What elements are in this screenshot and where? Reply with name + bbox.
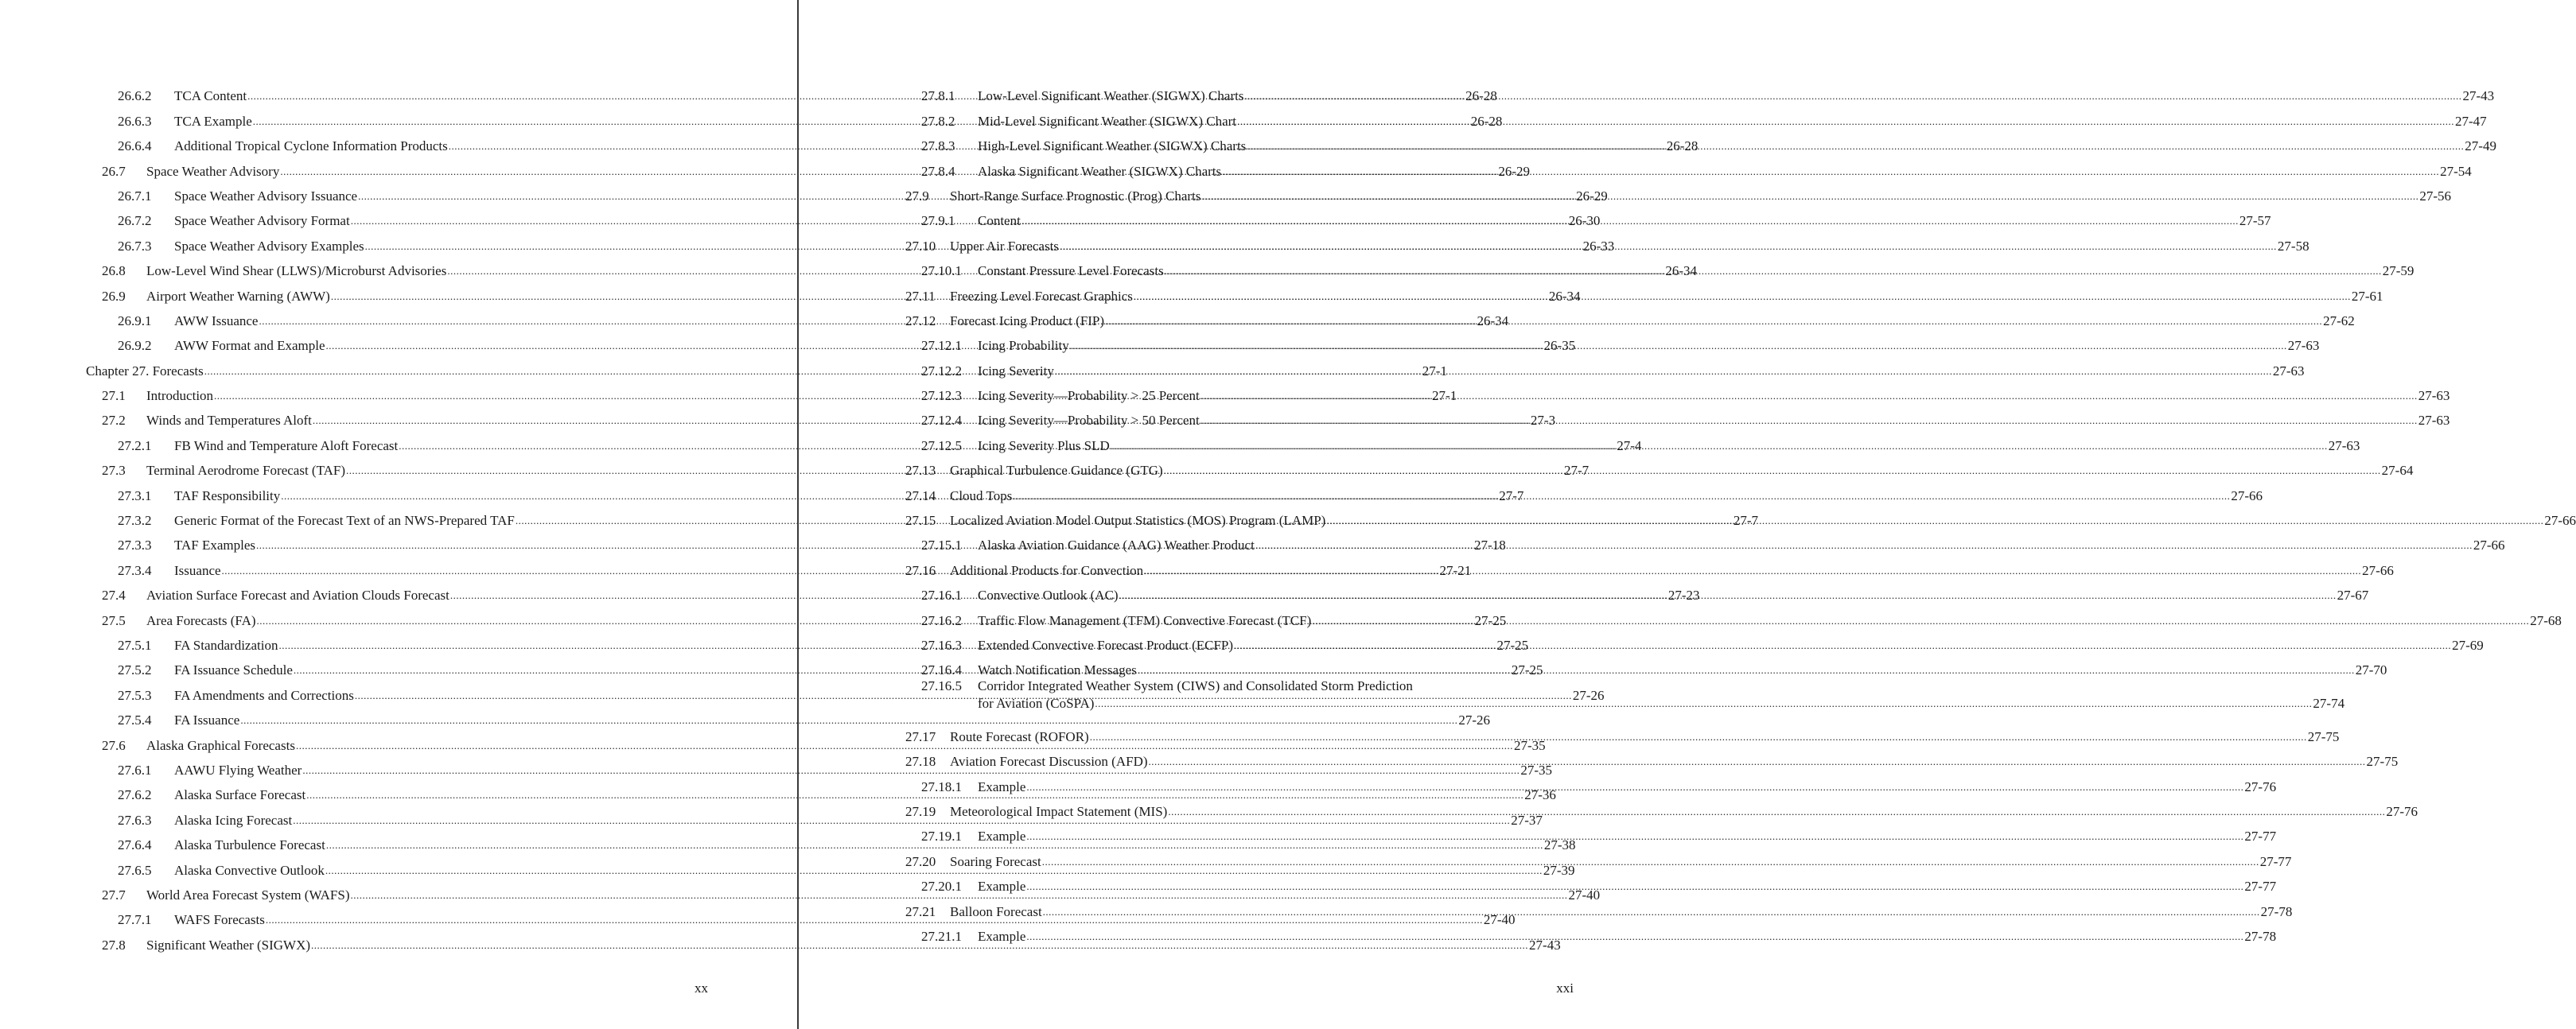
- toc-entry-page: 27-67: [2337, 588, 2369, 604]
- toc-entry-page: 26-30: [1568, 213, 1601, 229]
- toc-entry[interactable]: [800, 553, 2394, 578]
- toc-entry-number: 27.12.4: [921, 413, 962, 429]
- toc-entry-number: 26.7.2: [118, 213, 152, 229]
- dot-leader: [1026, 929, 2243, 945]
- toc-entry-title: Additional Tropical Cyclone Information Products: [174, 138, 448, 154]
- toc-entry-number: 27.8.2: [921, 113, 955, 129]
- toc-entry-page: 26-34: [1548, 288, 1581, 304]
- dot-leader: [1247, 138, 2464, 154]
- page-number-left: xx: [695, 980, 708, 996]
- toc-entry-number: 27.2.1: [118, 437, 152, 453]
- toc-entry-number: 27.3.3: [118, 538, 152, 553]
- toc-entry-page: 27-39: [1543, 862, 1575, 878]
- toc-entry-page: 27-64: [2381, 463, 2414, 479]
- toc-entry-title: Example: [978, 829, 1026, 845]
- toc-entry-page: 27-75: [2307, 728, 2340, 744]
- toc-entry-page: 27-78: [2244, 928, 2277, 944]
- toc-entry-title: Freezing Level Forecast Graphics: [950, 288, 1133, 304]
- toc-entry-title: Alaska Graphical Forecasts: [146, 737, 295, 753]
- toc-entry-title: Alaska Significant Weather (SIGWX) Charts: [978, 163, 1222, 179]
- toc-entry-number: 27.5: [102, 612, 126, 628]
- toc-entry-title: TAF Responsibility: [174, 487, 281, 503]
- dot-leader: [1026, 829, 2243, 845]
- toc-entry-page: 27-66: [2473, 538, 2505, 553]
- toc-entry-page: 27-1: [1422, 363, 1447, 379]
- toc-entry-title: Icing Severity Plus SLD: [978, 437, 1110, 453]
- toc-entry-page: 27-54: [2440, 163, 2472, 179]
- toc-entry-title: Graphical Turbulence Guidance (GTG): [950, 463, 1163, 479]
- toc-entry-title: Chapter 27. Forecasts: [86, 363, 204, 379]
- toc-entry-page: 26-28: [1666, 138, 1699, 154]
- toc-entry-number: 27.9: [905, 188, 929, 204]
- dot-leader: [1111, 438, 2328, 454]
- toc-entry-number: 27.9.1: [921, 213, 955, 229]
- toc-entry-page: 27-63: [2418, 413, 2450, 429]
- toc-entry-title: Extended Convective Forecast Product (ECFP): [978, 637, 1234, 653]
- toc-entry-number: 27.19: [905, 803, 936, 819]
- toc-entry-page: 26-35: [1543, 338, 1576, 354]
- toc-entry-page: 27-7: [1564, 463, 1590, 479]
- toc-entry[interactable]: [800, 479, 2263, 503]
- toc-entry[interactable]: [800, 104, 2487, 129]
- dot-leader: [1070, 338, 2287, 354]
- toc-entry-title: Watch Notification Messages: [978, 662, 1137, 678]
- toc-entry-title: Forecast Icing Product (FIP): [950, 313, 1105, 328]
- toc-entry-number: 27.10: [905, 238, 936, 254]
- toc-entry-number: 27.18.1: [921, 779, 962, 794]
- toc-entry-title: Space Weather Advisory Examples: [174, 238, 364, 254]
- toc-entry-page: 27-37: [1511, 812, 1543, 828]
- toc-entry-title: Icing Severity: [978, 363, 1054, 379]
- toc-entry-title: TCA Content: [174, 88, 247, 104]
- dot-leader: [1090, 729, 2307, 745]
- toc-entry-title: Meteorological Impact Statement (MIS): [950, 803, 1168, 819]
- toc-entry-number: 27.11: [905, 288, 936, 304]
- toc-entry-number: 27.21.1: [921, 928, 962, 944]
- toc-entry-page: 26-33: [1582, 238, 1615, 254]
- toc-entry-number: 27.3.2: [118, 513, 152, 529]
- page-divider: [797, 0, 799, 1029]
- toc-entry-page: 27-35: [1520, 762, 1552, 778]
- toc-entry-title: TCA Example: [174, 113, 252, 129]
- toc-entry-number: 26.8: [102, 263, 126, 279]
- toc-entry-page: 27-25: [1474, 612, 1507, 628]
- toc-entry-page: 27-57: [2239, 213, 2271, 229]
- toc-entry-page: 27-63: [2328, 437, 2360, 453]
- toc-entry-number: 27.16.1: [921, 588, 962, 604]
- toc-entry-number: 27.16.2: [921, 612, 962, 628]
- toc-entry[interactable]: [800, 80, 2495, 104]
- toc-entry-number: 27.7.1: [118, 912, 152, 928]
- toc-entry-page: 27-69: [2452, 637, 2484, 653]
- toc-entry-title: Traffic Flow Management (TFM) Convective Forecast (TCF): [978, 612, 1312, 628]
- toc-entry-number: 27.12.1: [921, 338, 962, 354]
- toc-entry-page: 27-66: [2362, 562, 2394, 578]
- toc-entry-number: 27.8: [102, 937, 126, 953]
- toc-entry-number: 27.3: [102, 463, 126, 479]
- toc-entry-number: 27.1: [102, 388, 126, 404]
- toc-entry-page: 27-58: [2277, 238, 2309, 254]
- toc-entry-title: World Area Forecast System (WAFS): [146, 887, 350, 903]
- toc-entry-title: Alaska Icing Forecast: [174, 812, 293, 828]
- toc-entry-number: 26.9.2: [118, 338, 152, 354]
- toc-entry-number: 27.12.3: [921, 388, 962, 404]
- toc-entry-number: 27.3.1: [118, 487, 152, 503]
- dot-leader: [1026, 779, 2243, 795]
- toc-entry-page: 27-23: [1667, 588, 1700, 604]
- toc-entry-number: 27.16.3: [921, 637, 962, 653]
- toc-entry-title: Corridor Integrated Weather System (CIWS) and Consolidated Storm Prediction: [978, 678, 1413, 694]
- toc-entry-title: Alaska Surface Forecast: [174, 787, 306, 803]
- toc-entry-title: Additional Products for Convection: [950, 562, 1144, 578]
- toc-entry-title: Upper Air Forecasts: [950, 238, 1059, 254]
- toc-entry-page: 27-68: [2530, 612, 2562, 628]
- toc-entry-page: 27-25: [1511, 662, 1543, 678]
- toc-entry-title: Space Weather Advisory: [146, 163, 280, 179]
- dot-leader: [1244, 88, 2461, 104]
- toc-entry-title: Convective Outlook (AC): [978, 588, 1119, 604]
- toc-entry-page: 27-61: [2351, 288, 2383, 304]
- toc-entry-page: 26-28: [1470, 113, 1503, 129]
- toc-entry-number: 27.6.5: [118, 862, 152, 878]
- dot-leader: [1326, 513, 2543, 529]
- dot-leader: [1042, 854, 2259, 870]
- toc-entry-title: Icing Severity—Probability > 25 Percent: [978, 388, 1200, 404]
- toc-entry-page: 27-77: [2244, 879, 2277, 895]
- toc-entry-page: 27-40: [1568, 887, 1601, 903]
- toc-entry-page: 27-49: [2465, 138, 2496, 154]
- toc-entry-number: 27.2: [102, 413, 126, 429]
- toc-entry-page: 26-29: [1498, 163, 1530, 179]
- dot-leader: [1134, 289, 2351, 305]
- toc-entry-title: AWW Format and Example: [174, 338, 325, 354]
- toc-entry-number: 27.7: [102, 887, 126, 903]
- toc-entry-number: 27.10.1: [921, 263, 962, 279]
- dot-leader: [1168, 804, 2385, 820]
- toc-entry-page: 27-56: [2419, 188, 2452, 204]
- toc-entry-title: Space Weather Advisory Issuance: [174, 188, 358, 204]
- toc-entry-title: Introduction: [146, 388, 214, 404]
- toc-entry-number: 27.3.4: [118, 562, 152, 578]
- toc-entry-number: 26.6.4: [118, 138, 152, 154]
- page-number-right: xxi: [1556, 980, 1574, 996]
- toc-entry-page: 27-78: [2260, 903, 2293, 919]
- toc-entry-number: 26.7: [102, 163, 126, 179]
- toc-entry-page: 27-43: [2462, 88, 2495, 104]
- toc-entry-title-continued-row: [978, 696, 2344, 712]
- toc-entry-page: 27-63: [2287, 338, 2320, 354]
- toc-entry-page: 27-76: [2244, 779, 2277, 794]
- toc-entry-title: Balloon Forecast: [950, 903, 1042, 919]
- toc-entry-number: 27.20: [905, 853, 936, 869]
- dot-leader: [1255, 538, 2473, 553]
- dot-leader: [1201, 188, 2418, 204]
- dot-leader: [1055, 363, 2272, 379]
- dot-leader: [1043, 904, 2260, 920]
- toc-entry-title: Localized Aviation Model Output Statistics (MOS) Program (LAMP): [950, 513, 1326, 529]
- toc-entry-page: 27-75: [2366, 754, 2399, 770]
- dot-leader: [1200, 413, 2418, 429]
- toc-entry-page: 27-3: [1530, 413, 1556, 429]
- toc-entry-number: 27.12.2: [921, 363, 962, 379]
- toc-entry-page: 27-21: [1439, 562, 1472, 578]
- toc-entry-title: Icing Probability: [978, 338, 1069, 354]
- dot-leader: [1164, 463, 2381, 479]
- toc-entry[interactable]: [800, 354, 2305, 379]
- toc-entry-page: 27-7: [1733, 513, 1759, 529]
- toc-entry-number: 27.12.5: [921, 437, 962, 453]
- toc-entry-number: 27.5.2: [118, 662, 152, 678]
- toc-entry-number: 26.9: [102, 288, 126, 304]
- toc-entry-title: Soaring Forecast: [950, 853, 1041, 869]
- toc-entry-title: Constant Pressure Level Forecasts: [978, 263, 1164, 279]
- toc-entry-page: 26-34: [1477, 313, 1509, 328]
- dot-leader: [1222, 164, 2439, 180]
- toc-entry-title: Mid-Level Significant Weather (SIGWX) Chart: [978, 113, 1237, 129]
- toc-entry-title: Alaska Aviation Guidance (AAG) Weather Product: [978, 538, 1255, 553]
- toc-entry-number: 27.8.3: [921, 138, 955, 154]
- dot-leader: [1312, 613, 2529, 629]
- toc-entry-page: 27-4: [1617, 437, 1642, 453]
- toc-entry-title: AWW Issuance: [174, 313, 259, 328]
- toc-entry-number: 27.17: [905, 728, 936, 744]
- toc-entry-number: 27.5.1: [118, 637, 152, 653]
- toc-entry-title: FB Wind and Temperature Aloft Forecast: [174, 437, 399, 453]
- toc-entry-number: 27.20.1: [921, 879, 962, 895]
- toc-entry-title: Airport Weather Warning (AWW): [146, 288, 330, 304]
- dot-leader: [1165, 263, 2382, 279]
- toc-entry-page: 27-62: [2323, 313, 2355, 328]
- toc-entry-title-block: [978, 678, 2344, 712]
- dot-leader: [1149, 754, 2366, 770]
- dot-leader: [1095, 696, 2312, 712]
- dot-leader: [1021, 213, 2239, 229]
- toc-entry-page: 27-76: [2386, 803, 2418, 819]
- toc-entry[interactable]: [800, 529, 2505, 553]
- toc-entry-number: 27.19.1: [921, 829, 962, 845]
- toc-entry-page: 27-40: [1483, 912, 1516, 928]
- toc-entry-number: 26.7.3: [118, 238, 152, 254]
- toc-entry-title: Low-Level Significant Weather (SIGWX) Charts: [978, 88, 1244, 104]
- dot-leader: [1237, 114, 2454, 130]
- toc-entry-title-continued: for Aviation (CoSPA): [978, 696, 1095, 712]
- toc-entry[interactable]: [800, 604, 2562, 628]
- dot-leader: [1200, 388, 2418, 404]
- toc-entry[interactable]: [800, 305, 2355, 329]
- toc-entry-number: 27.6: [102, 737, 126, 753]
- dot-leader: [1119, 588, 2337, 604]
- toc-entry-title: FA Amendments and Corrections: [174, 687, 354, 703]
- toc-entry-number: 27.15: [905, 513, 936, 529]
- toc-entry-title: AAWU Flying Weather: [174, 762, 302, 778]
- toc-entry-page: 27-77: [2244, 829, 2277, 845]
- toc-entry-title: Content: [978, 213, 1021, 229]
- toc-entry-number: 27.5.4: [118, 713, 152, 728]
- toc-entry-page: 27-66: [2544, 513, 2576, 529]
- toc-entry-title: Example: [978, 928, 1026, 944]
- toc-entry-number: 27.6.4: [118, 837, 152, 853]
- toc-entry-title: Cloud Tops: [950, 487, 1013, 503]
- toc-entry-number: 27.5.3: [118, 687, 152, 703]
- toc-entry-number: 27.16.4: [921, 662, 962, 678]
- toc-entry[interactable]: [800, 720, 2340, 744]
- toc-entry-number: 27.15.1: [921, 538, 962, 553]
- toc-entry-page: 27-63: [2418, 388, 2450, 404]
- toc-entry-page: 27-66: [2231, 487, 2263, 503]
- toc-entry-title: Aviation Surface Forecast and Aviation Clouds Forecast: [146, 588, 449, 604]
- toc-entry-page: 27-7: [1499, 487, 1524, 503]
- toc-entry-title: High-Level Significant Weather (SIGWX) Charts: [978, 138, 1247, 154]
- toc-entry-title: Terminal Aerodrome Forecast (TAF): [146, 463, 346, 479]
- toc-entry-page: 27-77: [2259, 853, 2292, 869]
- toc-entry-title: Alaska Convective Outlook: [174, 862, 325, 878]
- toc-entry-title: Example: [978, 879, 1026, 895]
- toc-entry-page: 27-26: [1572, 687, 1605, 703]
- toc-entry-title: Example: [978, 779, 1026, 794]
- toc-entry-number: 27.16.5: [921, 678, 962, 694]
- toc-entry-number: 26.6.3: [118, 113, 152, 129]
- toc-entry-page: 27-36: [1524, 787, 1556, 803]
- toc-entry-number: 27.21: [905, 903, 936, 919]
- dot-leader: [1144, 563, 2361, 579]
- toc-entry-page: 27-47: [2455, 113, 2487, 129]
- toc-entry-number: 27.6.1: [118, 762, 152, 778]
- toc-entry-title: WAFS Forecasts: [174, 912, 265, 928]
- toc-entry-title: FA Standardization: [174, 637, 278, 653]
- toc-entry-number: 27.6.3: [118, 812, 152, 828]
- dot-leader: [1026, 879, 2243, 895]
- toc-entry-title: Route Forecast (ROFOR): [950, 728, 1089, 744]
- toc-entry-title: Low-Level Wind Shear (LLWS)/Microburst Advisories: [146, 263, 447, 279]
- toc-entry-title: TAF Examples: [174, 538, 256, 553]
- toc-entry-title: Alaska Turbulence Forecast: [174, 837, 325, 853]
- toc-entry-number: 27.14: [905, 487, 936, 503]
- toc-entry-number: 26.6.2: [118, 88, 152, 104]
- toc-entry-page: 26-28: [1465, 88, 1497, 104]
- toc-entry-title: Generic Format of the Forecast Text of an NWS-Prepared TAF: [174, 513, 515, 529]
- toc-entry[interactable]: [800, 379, 2450, 404]
- toc-entry-page: 27-38: [1543, 837, 1576, 853]
- toc-entry-page: 27-59: [2382, 263, 2415, 279]
- toc-entry-title: Significant Weather (SIGWX): [146, 937, 311, 953]
- toc-entry-title: Aviation Forecast Discussion (AFD): [950, 754, 1148, 770]
- dot-leader: [1105, 313, 2322, 329]
- toc-entry-number: 27.4: [102, 588, 126, 604]
- toc-entry-number: 27.13: [905, 463, 936, 479]
- toc-entry-page: 27-70: [2355, 662, 2387, 678]
- toc-entry-page: 27-43: [1529, 937, 1561, 953]
- toc-entry-number: 26.7.1: [118, 188, 152, 204]
- toc-entry-number: 27.18: [905, 754, 936, 770]
- toc-entry-title: Winds and Temperatures Aloft: [146, 413, 312, 429]
- toc-entry-page: 27-25: [1496, 637, 1529, 653]
- toc-entry-number: 27.12: [905, 313, 936, 328]
- toc-entry-number: 27.6.2: [118, 787, 152, 803]
- toc-entry-number: 27.16: [905, 562, 936, 578]
- toc-entry-title: Icing Severity—Probability > 50 Percent: [978, 413, 1200, 429]
- toc-entry-number: 27.8.1: [921, 88, 955, 104]
- dot-leader: [1013, 488, 2230, 504]
- toc-entry-page: 27-74: [2313, 696, 2345, 712]
- toc-entry-page: 27-18: [1474, 538, 1506, 553]
- toc-entry-title: Short-Range Surface Prognostic (Prog) Charts: [950, 188, 1201, 204]
- toc-entry-title: FA Issuance Schedule: [174, 662, 293, 678]
- toc-entry-title: FA Issuance: [174, 713, 240, 728]
- toc-entry-page: 27-26: [1458, 713, 1490, 728]
- toc-entry-page: 27-1: [1432, 388, 1457, 404]
- toc-entry-title: Issuance: [174, 562, 221, 578]
- toc-entry-page: 27-35: [1513, 737, 1546, 753]
- toc-entry-title: Area Forecasts (FA): [146, 612, 256, 628]
- toc-entry-page: 27-63: [2272, 363, 2305, 379]
- toc-entry-number: 27.8.4: [921, 163, 955, 179]
- toc-entry-number: 26.9.1: [118, 313, 152, 328]
- toc-entry-page: 26-29: [1576, 188, 1608, 204]
- dot-leader: [1138, 662, 2355, 678]
- dot-leader: [1234, 638, 2451, 654]
- toc-entry-page: 26-34: [1665, 263, 1698, 279]
- dot-leader: [1060, 239, 2277, 254]
- toc-entry-title: Space Weather Advisory Format: [174, 213, 350, 229]
